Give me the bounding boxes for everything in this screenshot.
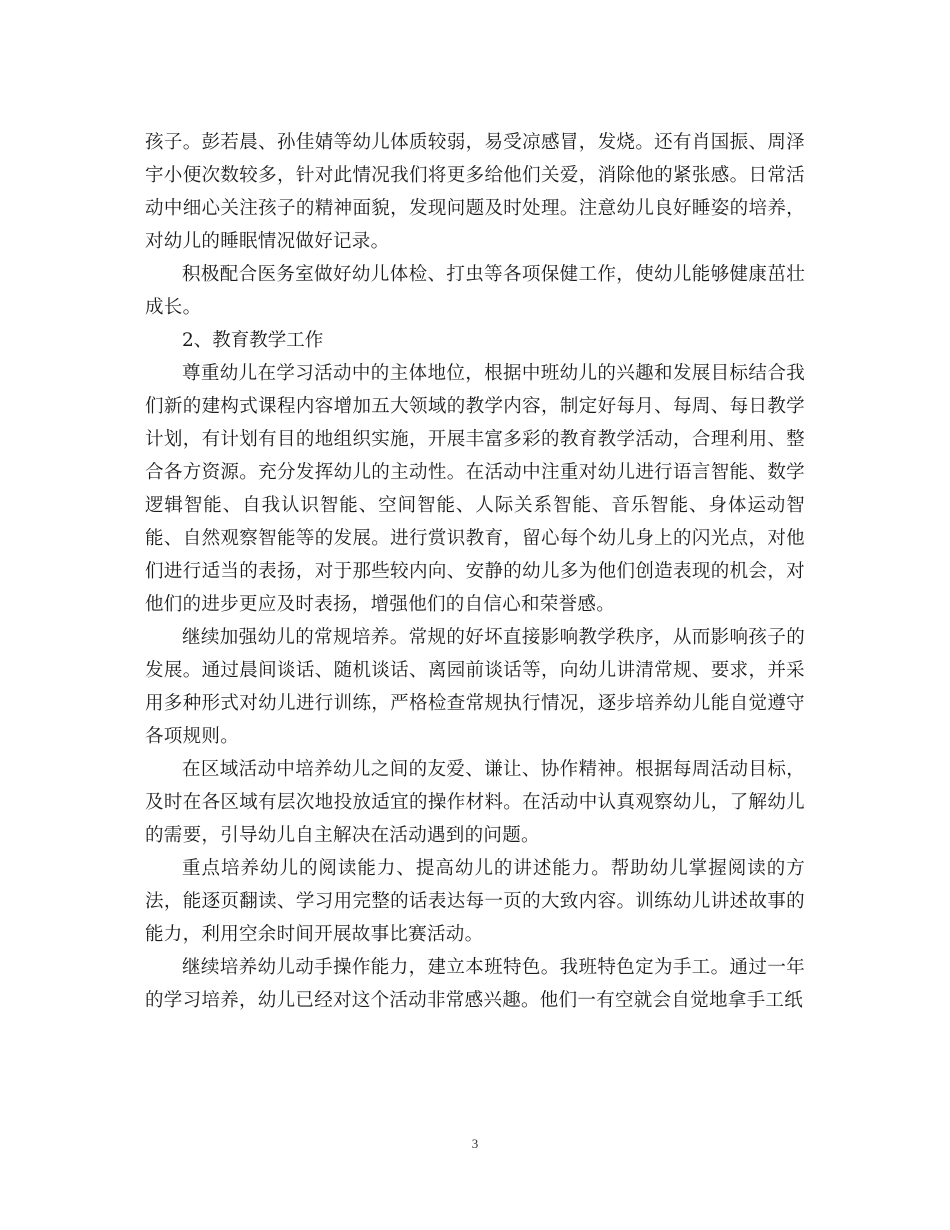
paragraph-health-checkups: 积极配合医务室做好幼儿体检、打虫等各项保健工作，使幼儿能够健康茁壮成长。 (145, 264, 805, 318)
paragraph-handcraft: 继续培养幼儿动手操作能力，建立本班特色。我班特色定为手工。通过一年的学习培养，幼儿已经对这个活动非常感兴趣。他们一有空就会自觉地拿手工纸 (145, 957, 805, 1011)
paragraph-routine-training: 继续加强幼儿的常规培养。常规的好坏直接影响教学秩序，从而影响孩子的发展。通过晨间谈话、随机谈话、离园前谈话等，向幼儿讲清常规、要求，并采用多种形式对幼儿进行训练，严格检查常规执行情况，逐步培养幼儿能自觉遵守各项规则。 (145, 627, 805, 747)
paragraph-health-notes: 孩子。彭若晨、孙佳婧等幼儿体质较弱，易受凉感冒，发烧。还有肖国振、周泽宇小便次数较多，针对此情况我们将更多给他们关爱，消除他的紧张感。日常活动中细心关注孩子的精神面貌，发现问题及时处理。注意幼儿良好睡姿的培养，对幼儿的睡眠情况做好记录。 (145, 132, 805, 252)
paragraph-teaching-plan: 尊重幼儿在学习活动中的主体地位，根据中班幼儿的兴趣和发展目标结合我们新的建构式课程内容增加五大领域的教学内容，制定好每月、每周、每日教学计划，有计划有目的地组织实施，开展丰富多彩的教育教学活动，合理利用、整合各方资源。充分发挥幼儿的主动性。在活动中注重对幼儿进行语言智能、数学逻辑智能、自我认识智能、空间智能、人际关系智能、音乐智能、身体运动智能、自然观察智能等的发展。进行赏识教育，留心每个幼儿身上的闪光点，对他们进行适当的表扬，对于那些较内向、安静的幼儿多为他们创造表现的机会，对他们的进步更应及时表扬，增强他们的自信心和荣誉感。 (145, 363, 805, 615)
document-body (145, 126, 805, 1017)
paragraph-area-activities: 在区域活动中培养幼儿之间的友爱、谦让、协作精神。根据每周活动目标，及时在各区域有层次地投放适宜的操作材料。在活动中认真观察幼儿，了解幼儿的需要，引导幼儿自主解决在活动遇到的问题。 (145, 759, 805, 846)
section-heading-education: 2、教育教学工作 (182, 330, 324, 351)
page-number: 3 (471, 1136, 479, 1151)
paragraph-reading-ability: 重点培养幼儿的阅读能力、提高幼儿的讲述能力。帮助幼儿掌握阅读的方法，能逐页翻读、学习用完整的话表达每一页的大致内容。训练幼儿讲述故事的能力，利用空余时间开展故事比赛活动。 (145, 858, 805, 945)
